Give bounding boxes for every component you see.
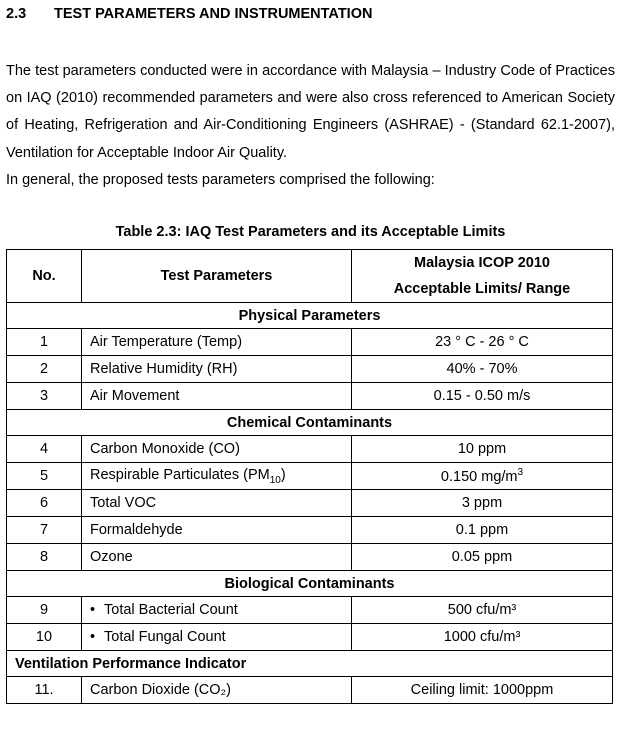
param-text: Respirable Particulates (PM (90, 466, 270, 483)
table-header-row (7, 250, 613, 303)
row-parameter (82, 624, 352, 651)
section-number: 2.3 (6, 6, 27, 22)
table-row (7, 436, 613, 463)
row-limit (352, 463, 613, 490)
header-acceptable-limits (352, 250, 613, 303)
table-row (7, 597, 613, 624)
section-title: TEST PARAMETERS AND INSTRUMENTATION (54, 6, 373, 22)
table-row (7, 383, 613, 410)
row-limit: 1000 cfu/m³ (352, 624, 613, 651)
table-row (7, 356, 613, 383)
row-number: 9 (7, 597, 82, 624)
row-limit: 3 ppm (352, 490, 613, 517)
row-limit: 500 cfu/m³ (352, 597, 613, 624)
bullet-icon: • (90, 602, 96, 618)
row-number: 1 (7, 329, 82, 356)
row-limit: 23 ° C - 26 ° C (352, 329, 613, 356)
limit-text: 0.150 mg/m (440, 468, 518, 485)
header-limits-line2: Acceptable Limits/ Range (393, 281, 571, 297)
table-row (7, 624, 613, 651)
row-number: 8 (7, 544, 82, 571)
param-subscript: 10 (269, 474, 281, 486)
row-limit: 0.05 ppm (352, 544, 613, 571)
param-suffix: ) (280, 466, 286, 483)
row-limit: 0.15 - 0.50 m/s (352, 383, 613, 410)
row-parameter (82, 597, 352, 624)
section-label: Ventilation Performance Indicator (7, 651, 613, 677)
iaq-parameters-table (6, 249, 613, 704)
row-parameter: Ozone (82, 544, 352, 571)
row-parameter: Relative Humidity (RH) (82, 356, 352, 383)
limit-superscript: 3 (517, 467, 524, 479)
table-row (7, 517, 613, 544)
row-number: 4 (7, 436, 82, 463)
row-number: 11. (7, 677, 82, 704)
row-number: 7 (7, 517, 82, 544)
table-caption: Table 2.3: IAQ Test Parameters and its Acceptable Limits (115, 224, 506, 240)
row-limit: 0.1 ppm (352, 517, 613, 544)
paragraph-summary: In general, the proposed tests parameters comprised the following: (6, 171, 435, 188)
param-text: Total Fungal Count (104, 629, 226, 645)
table-row (7, 677, 613, 704)
row-parameter: Air Temperature (Temp) (82, 329, 352, 356)
row-number: 10 (7, 624, 82, 651)
row-parameter: Air Movement (82, 383, 352, 410)
row-parameter: Formaldehyde (82, 517, 352, 544)
section-row-chemical (7, 410, 613, 436)
row-number: 6 (7, 490, 82, 517)
section-row-ventilation (7, 651, 613, 677)
table-row (7, 329, 613, 356)
param-text: Total Bacterial Count (104, 602, 238, 618)
table-row (7, 463, 613, 490)
row-limit: 40% - 70% (352, 356, 613, 383)
row-parameter (82, 463, 352, 490)
section-label: Biological Contaminants (7, 571, 613, 597)
header-test-parameters: Test Parameters (82, 250, 352, 303)
section-row-physical (7, 303, 613, 329)
table-row (7, 544, 613, 571)
section-row-biological (7, 571, 613, 597)
header-no: No. (7, 250, 82, 303)
row-number: 5 (7, 463, 82, 490)
row-number: 2 (7, 356, 82, 383)
paragraph-intro: The test parameters conducted were in accordance with Malaysia – Industry Code of Practices on IAQ (2010) recommended parameters and were also cross referenced to American Society of Heating, Refrigeration and Air-Conditioning Engineers (ASHRAE) - (Standard 62.1-2007), Ventilation for Acceptable Indoor Air Quality. (6, 63, 615, 161)
row-limit: Ceiling limit: 1000ppm (352, 677, 613, 704)
row-number: 3 (7, 383, 82, 410)
row-parameter: Total VOC (82, 490, 352, 517)
row-parameter: Carbon Dioxide (CO₂) (82, 677, 352, 704)
row-limit: 10 ppm (352, 436, 613, 463)
section-heading (6, 6, 372, 22)
section-label: Physical Parameters (7, 303, 613, 329)
section-label: Chemical Contaminants (7, 410, 613, 436)
header-limits-line1: Malaysia ICOP 2010 (414, 255, 550, 271)
bullet-icon: • (90, 629, 96, 645)
row-parameter: Carbon Monoxide (CO) (82, 436, 352, 463)
body-text (6, 58, 615, 194)
table-row (7, 490, 613, 517)
